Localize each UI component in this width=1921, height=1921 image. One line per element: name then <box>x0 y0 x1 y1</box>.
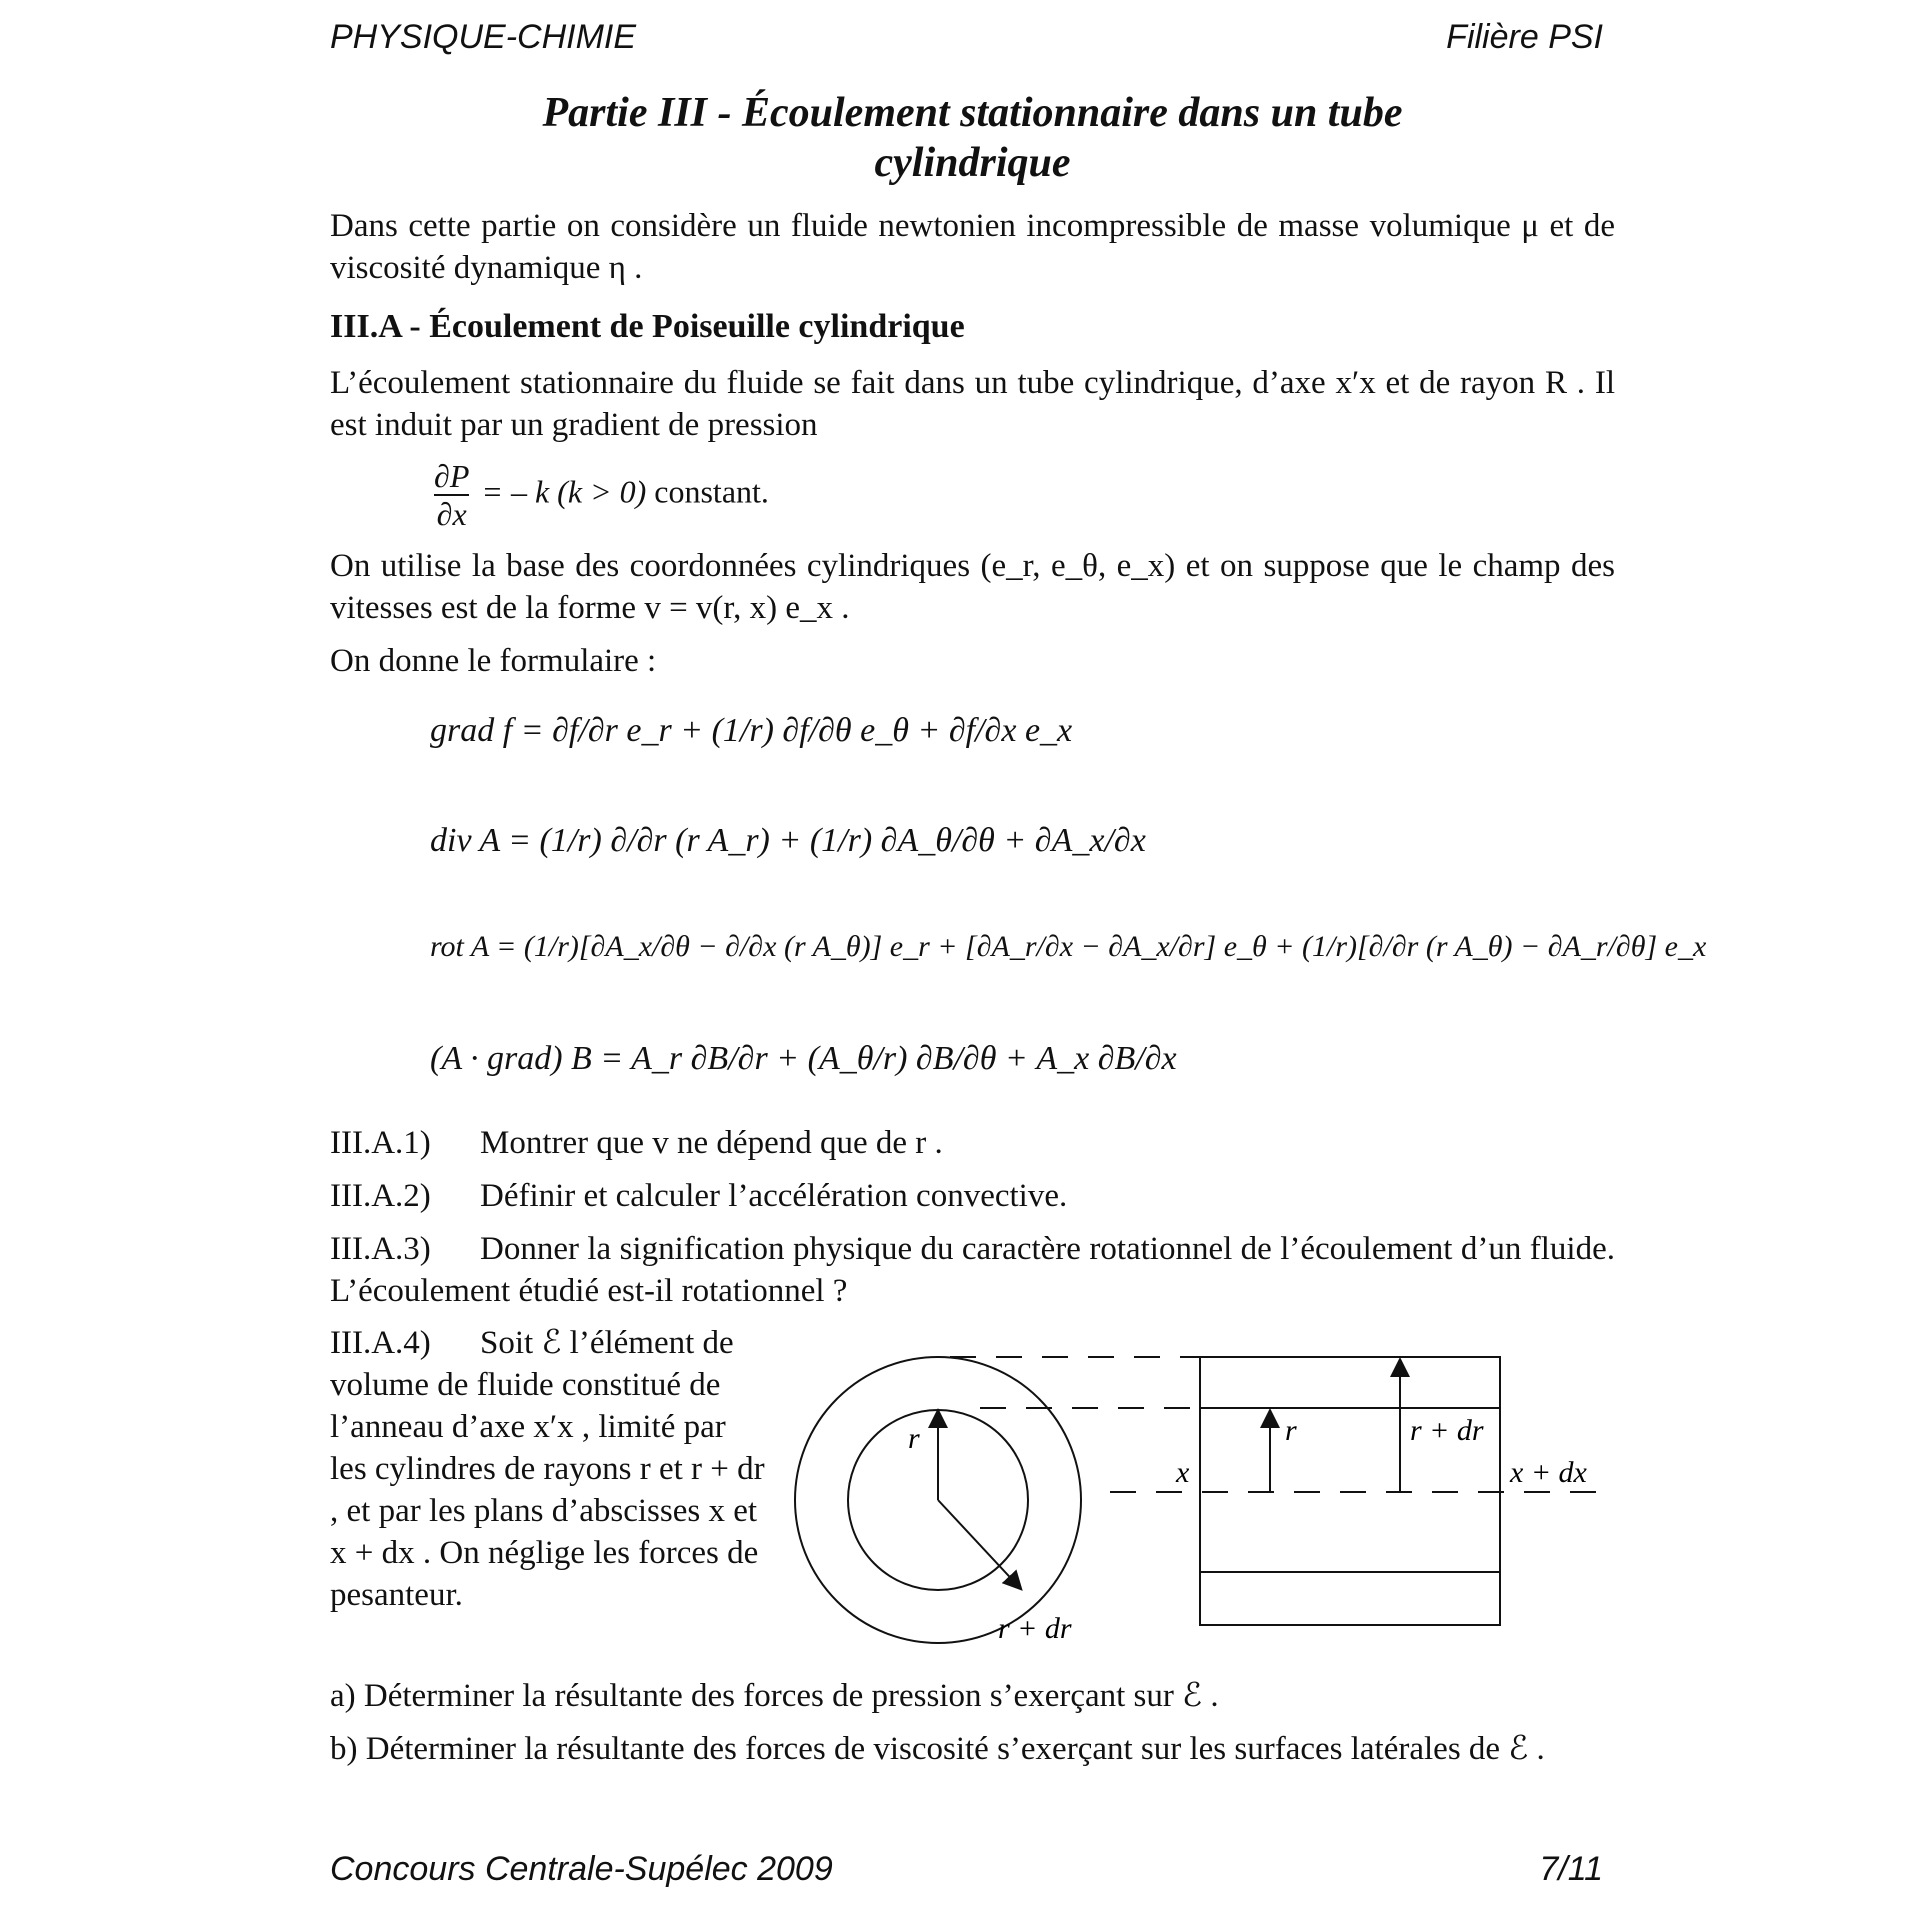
question-number: III.A.2) <box>330 1178 431 1214</box>
footer-page-number: 7/11 <box>1539 1850 1603 1888</box>
header-track: Filière PSI <box>1446 18 1603 56</box>
sub-question-b: b) Déterminer la résultante des forces de viscosité s’exerçant sur les surfaces latérales de ℰ . <box>330 1731 1545 1767</box>
pressure-gradient-fraction <box>434 458 469 532</box>
footer-contest: Concours Centrale-Supélec 2009 <box>330 1850 833 1888</box>
fraction-numerator: ∂P <box>434 458 470 494</box>
formula-gradient: grad f = ∂f/∂r e_r + (1/r) ∂f/∂θ e_θ + ∂f/∂x e_x <box>430 712 1073 749</box>
section-paragraph-2: On utilise la base des coordonnées cylindriques (e_r, e_θ, e_x) et on suppose que le champ des vitesses est de la forme v = v(r, x) e_x . <box>330 548 1615 626</box>
part-title-line1: Partie III - Écoulement stationnaire dans un tube <box>542 90 1403 136</box>
question-text: Montrer que v ne dépend que de r . <box>480 1125 943 1161</box>
annulus-figure <box>780 1320 1620 1650</box>
question-2 <box>330 1175 1615 1217</box>
circle-r-label: r <box>908 1422 920 1455</box>
question-number: III.A.4) <box>330 1325 431 1361</box>
radius-rdr-arrow <box>938 1500 1020 1588</box>
question-number: III.A.3) <box>330 1231 431 1267</box>
side-rdr-label: r + dr <box>1410 1414 1484 1447</box>
dashed-guides <box>950 1357 1600 1492</box>
x-label: x <box>1176 1456 1190 1489</box>
header-subject: PHYSIQUE-CHIMIE <box>330 18 637 56</box>
question-text: Définir et calculer l’accélération convective. <box>480 1178 1068 1214</box>
question-number: III.A.1) <box>330 1125 431 1161</box>
question-4 <box>330 1322 770 1616</box>
formula-divergence: div A = (1/r) ∂/∂r (r A_r) + (1/r) ∂A_θ/∂θ + ∂A_x/∂x <box>430 822 1146 859</box>
question-3 <box>330 1228 1615 1312</box>
intro-paragraph: Dans cette partie on considère un fluide newtonien incompressible de masse volumique μ et de viscosité dynamique η . <box>330 208 1615 286</box>
equation-rest: = – k (k > 0) <box>481 473 647 510</box>
side-r-label: r <box>1285 1414 1297 1447</box>
question-text: Donner la signification physique du caractère rotationnel de l’écoulement d’un fluide. L’écoulement étudié est-il rotationnel ? <box>330 1231 1615 1309</box>
question-text: Soit ℰ l’élément de volume de fluide constitué de l’anneau d’axe x′x , limité par les cylindres de rayons r et r + dr , et par les plans d’abscisses x et x + dx . On néglige les forces de pesanteur. <box>330 1325 765 1613</box>
sub-question-a: a) Déterminer la résultante des forces de pression s’exerçant sur ℰ . <box>330 1678 1219 1714</box>
xdx-label: x + dx <box>1510 1456 1587 1489</box>
formula-curl: rot A = (1/r)[∂A_x/∂θ − ∂/∂x (r A_θ)] e_r + [∂A_r/∂x − ∂A_x/∂r] e_θ + (1/r)[∂/∂r (r A_θ) − ∂A_r/∂θ] e_x <box>430 930 1707 963</box>
section-title: III.A - Écoulement de Poiseuille cylindrique <box>330 308 965 345</box>
part-title-line2: cylindrique <box>874 140 1071 186</box>
equation-word: constant. <box>654 473 769 510</box>
pressure-gradient-equation <box>430 458 1230 532</box>
fraction-denominator: ∂x <box>436 496 467 532</box>
circle-rdr-label: r + dr <box>998 1612 1072 1645</box>
section-paragraph-1: L’écoulement stationnaire du fluide se fait dans un tube cylindrique, d’axe x′x et de rayon R . Il est induit par un gradient de pression <box>330 365 1615 443</box>
formula-advection: (A · grad) B = A_r ∂B/∂r + (A_θ/r) ∂B/∂θ + A_x ∂B/∂x <box>430 1040 1177 1077</box>
question-1 <box>330 1122 1615 1164</box>
section-paragraph-3: On donne le formulaire : <box>330 643 657 679</box>
